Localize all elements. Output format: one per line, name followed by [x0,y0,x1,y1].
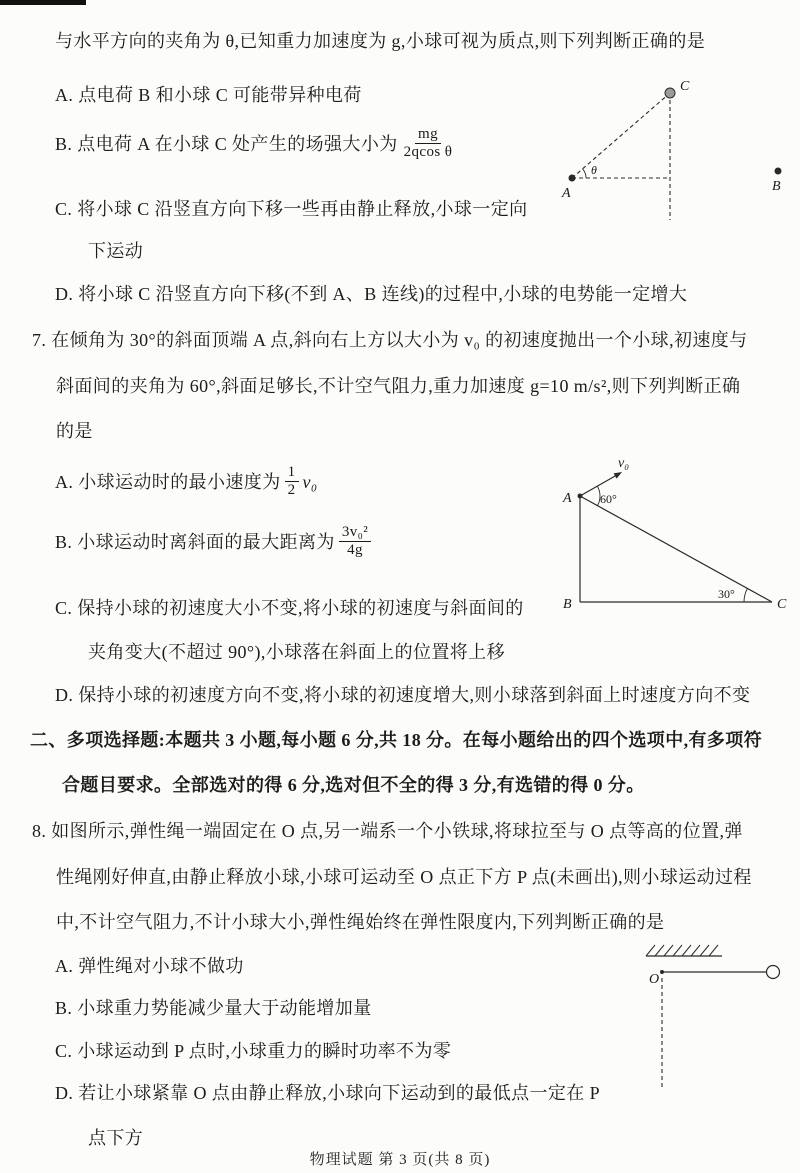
label-theta: θ [591,163,597,177]
fraction-denominator: 4g [347,542,363,559]
q7-diagram [550,450,790,623]
q8-option-a: A. 弹性绳对小球不做功 [55,956,244,976]
q8-option-d-line2: 点下方 [88,1128,144,1148]
fraction-numerator: mg [415,126,441,144]
ball-c-circle [665,88,675,98]
q6-option-a: A. 点电荷 B 和小球 C 可能带异种电荷 [55,85,362,105]
label-a: A [562,186,571,201]
q7-option-a-fraction [285,464,299,500]
q6-diagram [548,70,798,230]
q6-option-b-text: B. 点电荷 A 在小球 C 处产生的场强大小为 [55,133,398,154]
label-a: A [563,491,572,506]
fraction-denominator: 2 [287,482,296,499]
label-b: B [563,597,572,612]
q7-option-d: D. 保持小球的初速度方向不变,将小球的初速度增大,则小球落到斜面上时速度方向不变 [55,685,751,705]
q6-stem-tail: 与水平方向的夹角为 θ,已知重力加速度为 g,小球可视为质点,则下列判断正确的是 [55,31,706,51]
q7-option-a-text: A. 小球运动时的最小速度为 [55,471,281,492]
v0-arrowhead [614,472,622,479]
q7-option-c-line1: C. 保持小球的初速度大小不变,将小球的初速度与斜面间的 [55,598,524,618]
label-c: C [680,79,690,94]
point-a-dot [578,494,583,499]
q8-option-c: C. 小球运动到 P 点时,小球重力的瞬时功率不为零 [55,1041,452,1061]
label-60deg: 60° [600,492,617,506]
q7-stem-line3: 的是 [56,421,93,441]
q7-option-b-text: B. 小球运动时离斜面的最大距离为 [55,531,335,552]
q6-option-c-line2: 下运动 [88,241,144,261]
q8-diagram-svg [628,936,798,1098]
charge-a-dot [569,175,576,182]
charge-b-dot [775,168,782,175]
section2-header-line1: 二、多项选择题:本题共 3 小题,每小题 6 分,共 18 分。在每小题给出的四个选项中,有多项符 [30,730,763,750]
q7-option-a [55,464,318,500]
triangle-hypotenuse-ac [580,496,772,602]
q8-option-d-line1: D. 若让小球紧靠 O 点由静止释放,小球向下运动到的最低点一定在 P [55,1083,601,1103]
fraction-numerator: 1 [285,464,299,482]
ceiling-hatching [646,945,718,956]
q7-option-c-line2: 夹角变大(不超过 90°),小球落在斜面上的位置将上移 [88,642,505,662]
q7-option-b [55,524,375,560]
angle-30-arc [744,588,748,602]
q8-diagram [628,936,798,1103]
label-c: C [777,597,787,612]
q8-stem-line1: 8. 如图所示,弹性绳一端固定在 O 点,另一端系一个小铁球,将球拉至与 O 点等高的位置,弹 [32,821,743,841]
q7-option-a-suffix: v₀ [302,471,318,492]
theta-angle-arc [583,169,586,178]
fraction-numerator: 3v₀² [339,524,371,542]
q7-option-b-fraction [339,524,371,560]
q6-option-b [55,126,458,162]
q6-option-b-fraction [402,126,455,162]
dashed-line-a-to-c [572,93,670,178]
label-o: O [649,972,660,987]
q6-option-d: D. 将小球 C 沿竖直方向下移(不到 A、B 连线)的过程中,小球的电势能一定增大 [55,284,688,304]
ball-circle [767,966,780,979]
label-b: B [772,179,781,194]
q8-stem-line3: 中,不计空气阻力,不计小球大小,弹性绳始终在弹性限度内,下列判断正确的是 [56,912,665,932]
q7-stem-line1: 7. 在倾角为 30°的斜面顶端 A 点,斜向右上方以大小为 v₀ 的初速度抛出一个小球,初速度与 [32,330,748,350]
fraction-denominator: 2qcos θ [403,144,453,161]
scan-artifact [0,0,86,5]
label-v0: v₀ [618,456,630,471]
page-footer: 物理试题 第 3 页(共 8 页) [309,1152,491,1168]
point-o-dot [660,970,664,974]
q8-option-b: B. 小球重力势能减少量大于动能增加量 [55,998,372,1018]
q6-diagram-svg [548,70,798,225]
section2-header-line2: 合题目要求。全部选对的得 6 分,选对但不全的得 3 分,有选错的得 0 分。 [62,775,645,795]
label-30deg: 30° [718,587,735,601]
q8-stem-line2: 性绳刚好伸直,由静止释放小球,小球可运动至 O 点正下方 P 点(未画出),则小球运动过程 [56,867,752,887]
q6-option-c-line1: C. 将小球 C 沿竖直方向下移一些再由静止释放,小球一定向 [55,199,528,219]
q7-diagram-svg [550,450,790,618]
q7-stem-line2: 斜面间的夹角为 60°,斜面足够长,不计空气阻力,重力加速度 g=10 m/s²,则下列判断正确 [56,376,741,396]
